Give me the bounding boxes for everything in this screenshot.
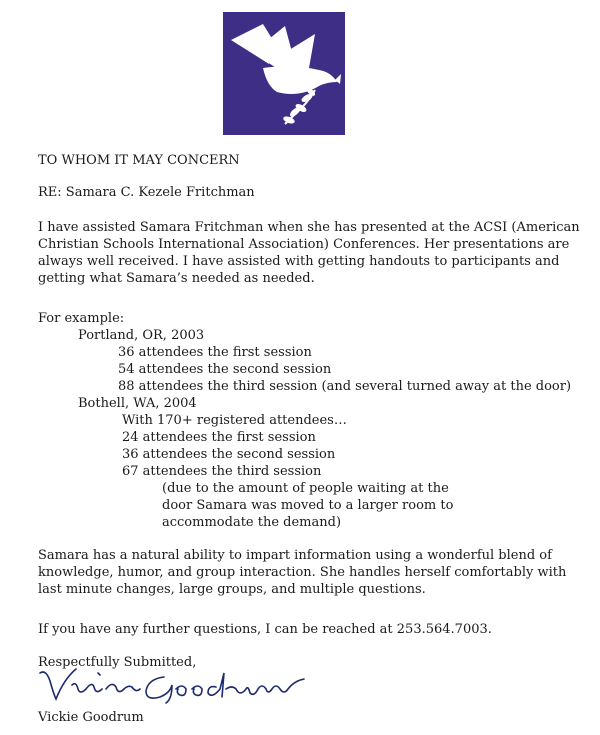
bothell-session: 67 attendees the third session	[122, 464, 322, 479]
signer-name: Vickie Goodrum	[38, 710, 144, 725]
summary-line: knowledge, humor, and group interaction. She handles herself comfortably with	[38, 565, 567, 580]
re-line: RE: Samara C. Kezele Fritchman	[38, 185, 255, 200]
intro-line: getting what Samara’s needed as needed.	[38, 271, 315, 286]
signature-icon	[36, 659, 306, 707]
portland-location: Portland, OR, 2003	[78, 328, 205, 343]
summary-line: Samara has a natural ability to impart information using a wonderful blend of	[38, 548, 552, 563]
handwritten-signature	[36, 659, 306, 707]
portland-session: 36 attendees the first session	[118, 345, 312, 360]
contact-line: If you have any further questions, I can be reached at 253.564.7003.	[38, 622, 492, 637]
bothell-registered: With 170+ registered attendees…	[122, 413, 347, 428]
portland-session: 88 attendees the third session (and several turned away at the door)	[118, 379, 572, 394]
salutation: TO WHOM IT MAY CONCERN	[38, 153, 240, 168]
intro-paragraph	[38, 219, 578, 287]
intro-line: Christian Schools International Association) Conferences. Her presentations are	[38, 237, 570, 252]
closing: Respectfully Submitted,	[38, 655, 197, 670]
bothell-session: 36 attendees the second session	[122, 447, 336, 462]
bothell-note: accommodate the demand)	[162, 515, 342, 530]
bothell-note: door Samara was moved to a larger room to	[162, 498, 454, 513]
bothell-note: (due to the amount of people waiting at the	[162, 481, 449, 496]
logo	[223, 12, 345, 135]
intro-line: I have assisted Samara Fritchman when she has presented at the ACSI (American	[38, 220, 580, 235]
intro-line: always well received. I have assisted with getting handouts to participants and	[38, 254, 560, 269]
dove-with-olive-branch-icon	[223, 12, 345, 135]
examples-list	[38, 310, 578, 531]
examples-heading: For example:	[38, 311, 125, 326]
summary-line: last minute changes, large groups, and multiple questions.	[38, 582, 426, 597]
bothell-session: 24 attendees the first session	[122, 430, 316, 445]
summary-paragraph	[38, 547, 578, 598]
bothell-location: Bothell, WA, 2004	[78, 396, 197, 411]
portland-session: 54 attendees the second session	[118, 362, 332, 377]
